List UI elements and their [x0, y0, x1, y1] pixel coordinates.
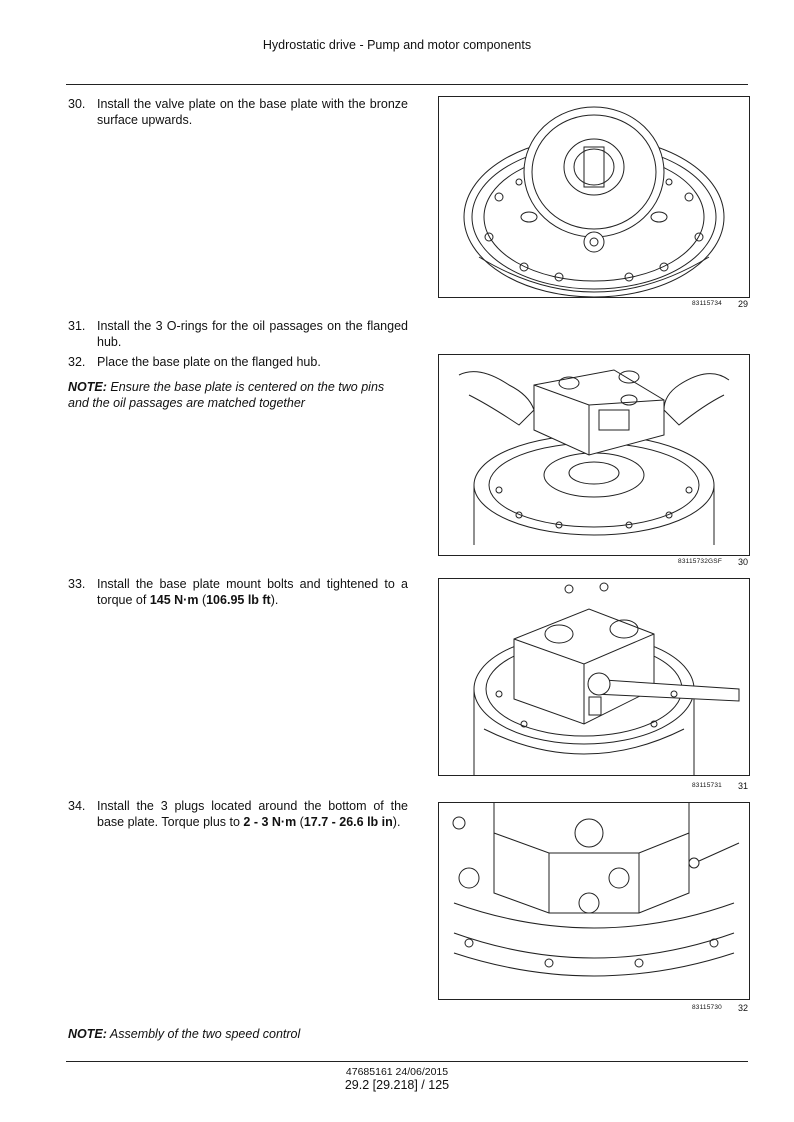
note-two-speed	[68, 1026, 408, 1042]
step-text: Install the valve plate on the base plate with the bronze surface upwards.	[97, 97, 408, 127]
torque-imperial: 17.7 - 26.6 lb in	[303, 815, 393, 829]
step-text: Install the 3 plugs located around the bottom of the base plate. Torque plus to 2 - 3 N·m (17.7 - 26.6 lb in).	[97, 799, 408, 829]
page-header: Hydrostatic drive - Pump and motor components	[262, 38, 532, 52]
figure-valve-plate	[438, 96, 750, 298]
step-30	[68, 96, 408, 128]
step-number: 33.	[68, 577, 86, 591]
step-number: 34.	[68, 799, 86, 813]
figure-code: 83115730	[691, 1004, 722, 1011]
footer-rule	[66, 1061, 748, 1062]
step-31	[68, 318, 408, 350]
figure-number: 32	[737, 1003, 748, 1013]
step-text: Place the base plate on the flanged hub.	[97, 355, 321, 369]
step-number: 30.	[68, 97, 86, 111]
step-33	[68, 576, 408, 608]
figure-mount-bolts	[438, 578, 750, 776]
note-text: Ensure the base plate is centered on the two pins and the oil passages are matched together	[68, 380, 385, 410]
step-number: 31.	[68, 319, 86, 333]
step-32	[68, 354, 408, 370]
figure-plugs	[438, 802, 750, 1000]
figure-number: 30	[737, 557, 748, 567]
step-34	[68, 798, 408, 830]
header-rule	[66, 84, 748, 85]
figure-base-plate-placement	[438, 354, 750, 556]
page-number: 29.2 [29.218] / 125	[344, 1078, 450, 1092]
torque-metric: 2 - 3 N·m	[243, 815, 297, 829]
figure-code: 83115734	[691, 300, 722, 307]
note-label: NOTE:	[68, 380, 107, 394]
figure-code: 83115732GSF	[678, 558, 722, 565]
note-text: Assembly of the two speed control	[106, 1027, 301, 1041]
note-label: NOTE:	[68, 1027, 107, 1041]
step-text: Install the 3 O-rings for the oil passages on the flanged hub.	[97, 319, 408, 349]
figure-code: 83115731	[691, 782, 722, 789]
step-number: 32.	[68, 355, 86, 369]
page-footer	[0, 1066, 794, 1092]
figure-number: 31	[737, 781, 748, 791]
document-id: 47685161 24/06/2015	[345, 1066, 449, 1078]
figure-number: 29	[737, 299, 748, 309]
note-base-plate	[68, 379, 408, 411]
torque-metric: 145 N·m	[149, 593, 199, 607]
step-text: Install the base plate mount bolts and tightened to a torque of 145 N·m (106.95 lb ft).	[97, 577, 408, 607]
torque-imperial: 106.95 lb ft	[206, 593, 271, 607]
